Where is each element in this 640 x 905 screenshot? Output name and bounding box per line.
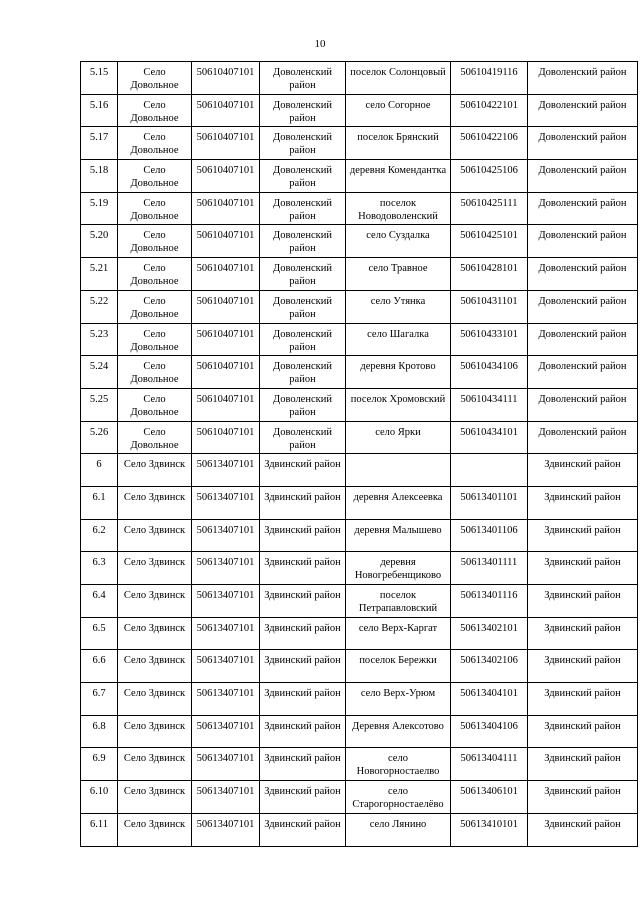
row-number-cell: 6.2: [81, 519, 118, 552]
settlement-name-cell: поселок Хромовский: [346, 388, 451, 421]
table-row: [81, 781, 638, 814]
center-code-cell: 50610407101: [192, 258, 260, 291]
center-district-cell: Доволенский район: [260, 258, 346, 291]
row-number-cell: 5.23: [81, 323, 118, 356]
center-name-cell: Село Здвинск: [118, 715, 192, 748]
center-name-cell: Село Здвинск: [118, 650, 192, 683]
center-district-cell: Доволенский район: [260, 192, 346, 225]
center-district-cell: Здвинский район: [260, 650, 346, 683]
settlement-code-cell: 50613402106: [451, 650, 528, 683]
settlement-name-cell: село Новогорностаелво: [346, 748, 451, 781]
center-name-cell: Село Здвинск: [118, 519, 192, 552]
center-code-cell: 50610407101: [192, 421, 260, 454]
table-body: [81, 62, 638, 847]
settlement-name-cell: село Верх-Каргат: [346, 617, 451, 650]
center-district-cell: Здвинский район: [260, 486, 346, 519]
settlement-code-cell: 50613401106: [451, 519, 528, 552]
table-row: [81, 454, 638, 487]
center-code-cell: 50610407101: [192, 127, 260, 160]
center-name-cell: Село Довольное: [118, 388, 192, 421]
row-number-cell: 6.1: [81, 486, 118, 519]
center-name-cell: Село Здвинск: [118, 552, 192, 585]
center-name-cell: Село Довольное: [118, 258, 192, 291]
table-row: [81, 94, 638, 127]
center-code-cell: 50610407101: [192, 192, 260, 225]
settlement-district-cell: Доволенский район: [528, 290, 638, 323]
center-code-cell: 50610407101: [192, 388, 260, 421]
table-row: [81, 421, 638, 454]
center-name-cell: Село Довольное: [118, 356, 192, 389]
center-district-cell: Здвинский район: [260, 617, 346, 650]
settlement-name-cell: село Согорное: [346, 94, 451, 127]
settlement-name-cell: поселок Солонцовый: [346, 62, 451, 95]
center-name-cell: Село Довольное: [118, 290, 192, 323]
center-code-cell: 50610407101: [192, 356, 260, 389]
center-district-cell: Здвинский район: [260, 454, 346, 487]
center-code-cell: 50613407101: [192, 617, 260, 650]
table-row: [81, 290, 638, 323]
row-number-cell: 5.16: [81, 94, 118, 127]
center-name-cell: Село Довольное: [118, 225, 192, 258]
row-number-cell: 6.8: [81, 715, 118, 748]
settlement-name-cell: село Ярки: [346, 421, 451, 454]
settlement-code-cell: 50610431101: [451, 290, 528, 323]
row-number-cell: 5.26: [81, 421, 118, 454]
settlement-district-cell: Здвинский район: [528, 813, 638, 846]
settlement-code-cell: 50613401116: [451, 585, 528, 618]
row-number-cell: 6.7: [81, 683, 118, 716]
settlement-code-cell: [451, 454, 528, 487]
center-name-cell: Село Здвинск: [118, 781, 192, 814]
row-number-cell: 5.18: [81, 160, 118, 193]
table-row: [81, 356, 638, 389]
settlements-table: [80, 61, 638, 847]
table-row: [81, 258, 638, 291]
center-code-cell: 50613407101: [192, 715, 260, 748]
center-name-cell: Село Здвинск: [118, 617, 192, 650]
center-district-cell: Здвинский район: [260, 683, 346, 716]
center-code-cell: 50613407101: [192, 454, 260, 487]
settlement-district-cell: Здвинский район: [528, 519, 638, 552]
table-row: [81, 748, 638, 781]
settlement-district-cell: Здвинский район: [528, 650, 638, 683]
settlement-district-cell: Здвинский район: [528, 486, 638, 519]
table-row: [81, 160, 638, 193]
center-code-cell: 50613407101: [192, 748, 260, 781]
center-district-cell: Здвинский район: [260, 781, 346, 814]
center-district-cell: Доволенский район: [260, 421, 346, 454]
settlement-name-cell: село Суздалка: [346, 225, 451, 258]
center-code-cell: 50610407101: [192, 323, 260, 356]
center-district-cell: Доволенский район: [260, 356, 346, 389]
settlement-name-cell: [346, 454, 451, 487]
settlement-district-cell: Доволенский район: [528, 421, 638, 454]
row-number-cell: 6.11: [81, 813, 118, 846]
settlement-district-cell: Доволенский район: [528, 225, 638, 258]
center-code-cell: 50610407101: [192, 225, 260, 258]
settlement-code-cell: 50610422101: [451, 94, 528, 127]
center-code-cell: 50610407101: [192, 290, 260, 323]
center-code-cell: 50613407101: [192, 585, 260, 618]
table-row: [81, 192, 638, 225]
row-number-cell: 5.22: [81, 290, 118, 323]
center-name-cell: Село Довольное: [118, 62, 192, 95]
row-number-cell: 5.21: [81, 258, 118, 291]
settlement-district-cell: Здвинский район: [528, 552, 638, 585]
table-row: [81, 715, 638, 748]
center-district-cell: Доволенский район: [260, 290, 346, 323]
table-row: [81, 519, 638, 552]
settlement-code-cell: 50613401101: [451, 486, 528, 519]
settlement-code-cell: 50613404106: [451, 715, 528, 748]
center-district-cell: Доволенский район: [260, 225, 346, 258]
center-code-cell: 50613407101: [192, 519, 260, 552]
table-row: [81, 388, 638, 421]
settlement-name-cell: поселок Петрапавловский: [346, 585, 451, 618]
center-code-cell: 50613407101: [192, 781, 260, 814]
center-name-cell: Село Довольное: [118, 160, 192, 193]
center-district-cell: Здвинский район: [260, 552, 346, 585]
center-district-cell: Доволенский район: [260, 388, 346, 421]
row-number-cell: 5.15: [81, 62, 118, 95]
center-district-cell: Здвинский район: [260, 813, 346, 846]
center-code-cell: 50613407101: [192, 683, 260, 716]
settlement-code-cell: 50610433101: [451, 323, 528, 356]
settlement-name-cell: село Верх-Урюм: [346, 683, 451, 716]
settlement-district-cell: Доволенский район: [528, 62, 638, 95]
settlement-district-cell: Доволенский район: [528, 258, 638, 291]
settlement-district-cell: Доволенский район: [528, 192, 638, 225]
settlement-district-cell: Здвинский район: [528, 617, 638, 650]
center-name-cell: Село Здвинск: [118, 813, 192, 846]
settlement-district-cell: Здвинский район: [528, 683, 638, 716]
settlement-name-cell: поселок Новодоволенский: [346, 192, 451, 225]
settlement-district-cell: Доволенский район: [528, 356, 638, 389]
settlement-district-cell: Здвинский район: [528, 748, 638, 781]
settlement-code-cell: 50613402101: [451, 617, 528, 650]
settlement-district-cell: Доволенский район: [528, 94, 638, 127]
center-district-cell: Здвинский район: [260, 519, 346, 552]
row-number-cell: 6.6: [81, 650, 118, 683]
settlement-code-cell: 50610434101: [451, 421, 528, 454]
row-number-cell: 5.25: [81, 388, 118, 421]
center-name-cell: Село Здвинск: [118, 585, 192, 618]
settlement-name-cell: село Лянино: [346, 813, 451, 846]
settlement-code-cell: 50610434111: [451, 388, 528, 421]
settlement-district-cell: Доволенский район: [528, 323, 638, 356]
center-name-cell: Село Здвинск: [118, 748, 192, 781]
center-code-cell: 50610407101: [192, 94, 260, 127]
center-district-cell: Доволенский район: [260, 94, 346, 127]
settlement-code-cell: 50610419116: [451, 62, 528, 95]
center-name-cell: Село Довольное: [118, 421, 192, 454]
center-name-cell: Село Здвинск: [118, 486, 192, 519]
row-number-cell: 6: [81, 454, 118, 487]
center-district-cell: Здвинский район: [260, 748, 346, 781]
row-number-cell: 6.10: [81, 781, 118, 814]
row-number-cell: 5.19: [81, 192, 118, 225]
settlement-code-cell: 50613401111: [451, 552, 528, 585]
settlement-code-cell: 50613404101: [451, 683, 528, 716]
center-name-cell: Село Довольное: [118, 127, 192, 160]
table-row: [81, 585, 638, 618]
settlement-name-cell: село Травное: [346, 258, 451, 291]
center-code-cell: 50613407101: [192, 486, 260, 519]
settlement-name-cell: Деревня Алексотово: [346, 715, 451, 748]
row-number-cell: 5.24: [81, 356, 118, 389]
settlement-district-cell: Доволенский район: [528, 127, 638, 160]
row-number-cell: 6.3: [81, 552, 118, 585]
settlement-code-cell: 50610425101: [451, 225, 528, 258]
table-row: [81, 62, 638, 95]
center-code-cell: 50613407101: [192, 813, 260, 846]
settlement-name-cell: село Утянка: [346, 290, 451, 323]
table-row: [81, 552, 638, 585]
center-code-cell: 50613407101: [192, 552, 260, 585]
page-number: 10: [314, 38, 326, 50]
settlement-district-cell: Доволенский район: [528, 160, 638, 193]
settlement-district-cell: Здвинский район: [528, 454, 638, 487]
settlement-district-cell: Доволенский район: [528, 388, 638, 421]
center-name-cell: Село Здвинск: [118, 454, 192, 487]
row-number-cell: 6.4: [81, 585, 118, 618]
center-district-cell: Доволенский район: [260, 62, 346, 95]
settlement-code-cell: 50610428101: [451, 258, 528, 291]
row-number-cell: 6.9: [81, 748, 118, 781]
settlement-name-cell: деревня Комендантка: [346, 160, 451, 193]
center-district-cell: Доволенский район: [260, 323, 346, 356]
center-name-cell: Село Довольное: [118, 94, 192, 127]
center-code-cell: 50610407101: [192, 62, 260, 95]
settlement-district-cell: Здвинский район: [528, 585, 638, 618]
row-number-cell: 5.17: [81, 127, 118, 160]
settlement-code-cell: 50613406101: [451, 781, 528, 814]
settlement-code-cell: 50610434106: [451, 356, 528, 389]
table-row: [81, 813, 638, 846]
settlement-code-cell: 50613404111: [451, 748, 528, 781]
center-name-cell: Село Довольное: [118, 192, 192, 225]
row-number-cell: 6.5: [81, 617, 118, 650]
settlement-code-cell: 50613410101: [451, 813, 528, 846]
table-row: [81, 650, 638, 683]
settlement-code-cell: 50610425106: [451, 160, 528, 193]
settlement-code-cell: 50610422106: [451, 127, 528, 160]
settlement-district-cell: Здвинский район: [528, 781, 638, 814]
center-name-cell: Село Здвинск: [118, 683, 192, 716]
center-district-cell: Здвинский район: [260, 585, 346, 618]
settlement-code-cell: 50610425111: [451, 192, 528, 225]
settlement-name-cell: деревня Алексеевка: [346, 486, 451, 519]
settlement-name-cell: поселок Бережки: [346, 650, 451, 683]
center-code-cell: 50613407101: [192, 650, 260, 683]
row-number-cell: 5.20: [81, 225, 118, 258]
settlement-name-cell: деревня Кротово: [346, 356, 451, 389]
settlement-name-cell: село Старогорностаелёво: [346, 781, 451, 814]
center-district-cell: Доволенский район: [260, 127, 346, 160]
table-row: [81, 127, 638, 160]
center-code-cell: 50610407101: [192, 160, 260, 193]
settlement-name-cell: деревня Новогребенщиково: [346, 552, 451, 585]
center-name-cell: Село Довольное: [118, 323, 192, 356]
settlement-name-cell: деревня Малышево: [346, 519, 451, 552]
settlement-name-cell: село Шагалка: [346, 323, 451, 356]
table-row: [81, 683, 638, 716]
table-row: [81, 323, 638, 356]
table-row: [81, 486, 638, 519]
table-row: [81, 617, 638, 650]
center-district-cell: Доволенский район: [260, 160, 346, 193]
settlement-district-cell: Здвинский район: [528, 715, 638, 748]
table-row: [81, 225, 638, 258]
center-district-cell: Здвинский район: [260, 715, 346, 748]
settlement-name-cell: поселок Брянский: [346, 127, 451, 160]
